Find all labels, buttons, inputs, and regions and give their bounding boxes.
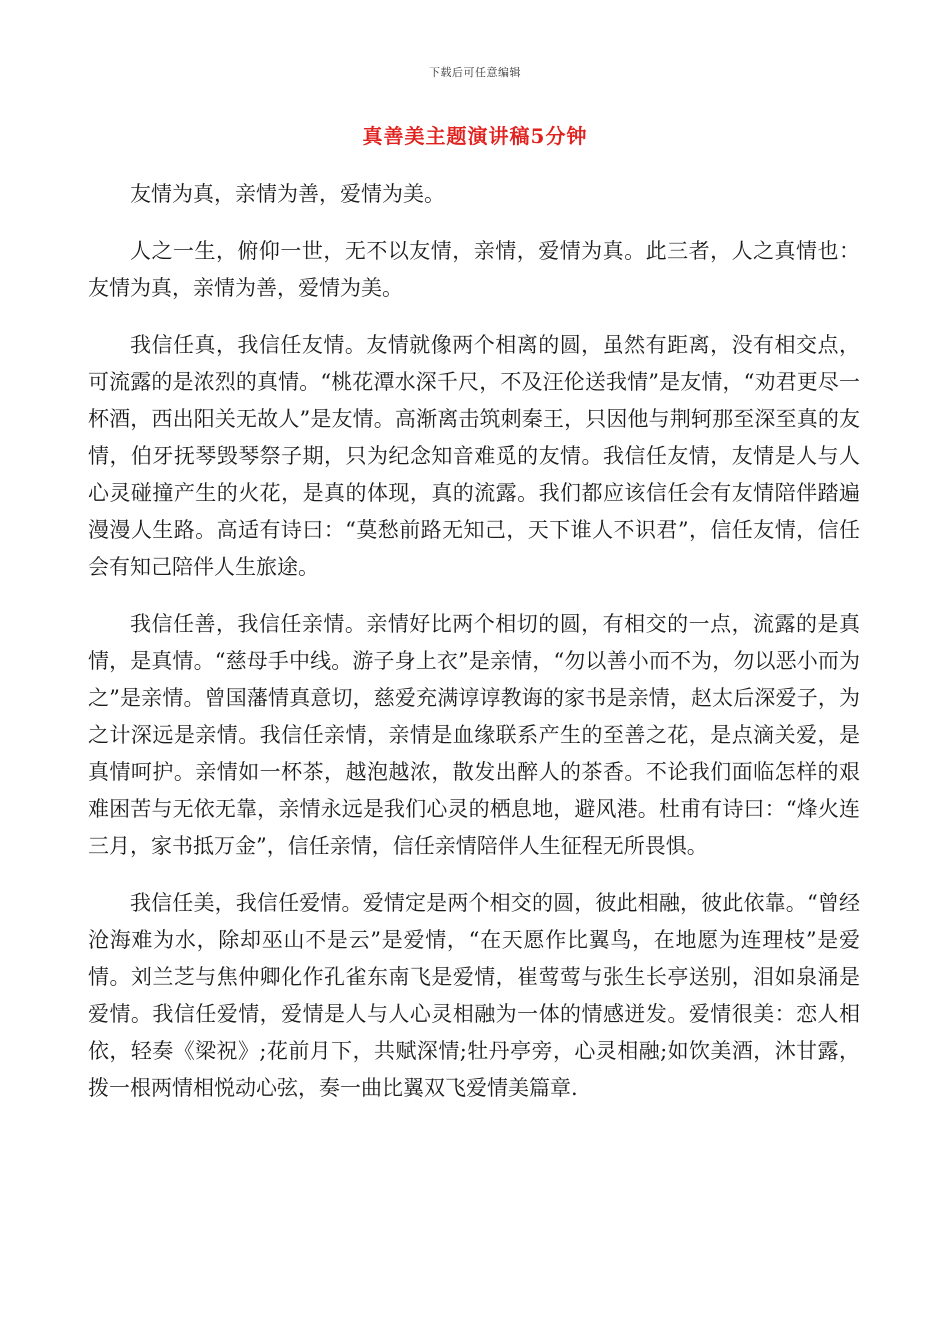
paragraph-intro: 友情为真，亲情为善，爱情为美。 bbox=[130, 182, 445, 206]
paragraph-love: 我信任美，我信任爱情。爱情定是两个相交的圆，彼此相融，彼此依靠。“曾经沧海难为水，除却巫山不是云”是爱情，“在天愿作比翼鸟，在地愿为连理枝”是爱情。刘兰芝与焦仲卿化作孔雀东南飞是爱情，崔莺莺与张生长亭送别，泪如泉涌是爱情。我信任爱情，爱情是人与人心灵相融为一体的情感迸发。爱情很美：恋人相依，轻奏《梁祝》;花前月下，共赋深情;牡丹亭旁，心灵相融;如饮美酒，沐甘露，拨一根两情相悦动心弦，奏一曲比翼双飞爱情美篇章. bbox=[88, 891, 860, 1100]
document-body bbox=[88, 176, 860, 1127]
header-note: 下载后可任意编辑 bbox=[429, 66, 521, 79]
paragraph-overview: 人之一生，俯仰一世，无不以友情，亲情，爱情为真。此三者，人之真情也：友情为真，亲情为善，爱情为美。 bbox=[88, 239, 860, 300]
paragraph-friendship: 我信任真，我信任友情。友情就像两个相离的圆，虽然有距离，没有相交点，可流露的是浓烈的真情。“桃花潭水深千尺，不及汪伦送我情”是友情，“劝君更尽一杯酒，西出阳关无故人”是友情。高渐离击筑刺秦王，只因他与荆轲那至深至真的友情，伯牙抚琴毁琴祭子期，只为纪念知音难觅的友情。我信任友情，友情是人与人心灵碰撞产生的火花，是真的体现，真的流露。我们都应该信任会有友情陪伴踏遍漫漫人生路。高适有诗曰：“莫愁前路无知己，天下谁人不识君”，信任友情，信任会有知己陪伴人生旅途。 bbox=[88, 333, 860, 579]
document-title: 真善美主题演讲稿5分钟 bbox=[362, 124, 588, 148]
paragraph-family: 我信任善，我信任亲情。亲情好比两个相切的圆，有相交的一点，流露的是真情，是真情。“慈母手中线。游子身上衣”是亲情，“勿以善小而不为，勿以恶小而为之”是亲情。曾国藩情真意切，慈爱充满谆谆教诲的家书是亲情，赵太后深爱子，为之计深远是亲情。我信任亲情，亲情是血缘联系产生的至善之花，是点滴关爱，是真情呵护。亲情如一杯茶，越泡越浓，散发出醉人的茶香。不论我们面临怎样的艰难困苦与无依无靠，亲情永远是我们心灵的栖息地，避风港。杜甫有诗曰：“烽火连三月，家书抵万金”，信任亲情，信任亲情陪伴人生征程无所畏惧。 bbox=[88, 612, 860, 858]
